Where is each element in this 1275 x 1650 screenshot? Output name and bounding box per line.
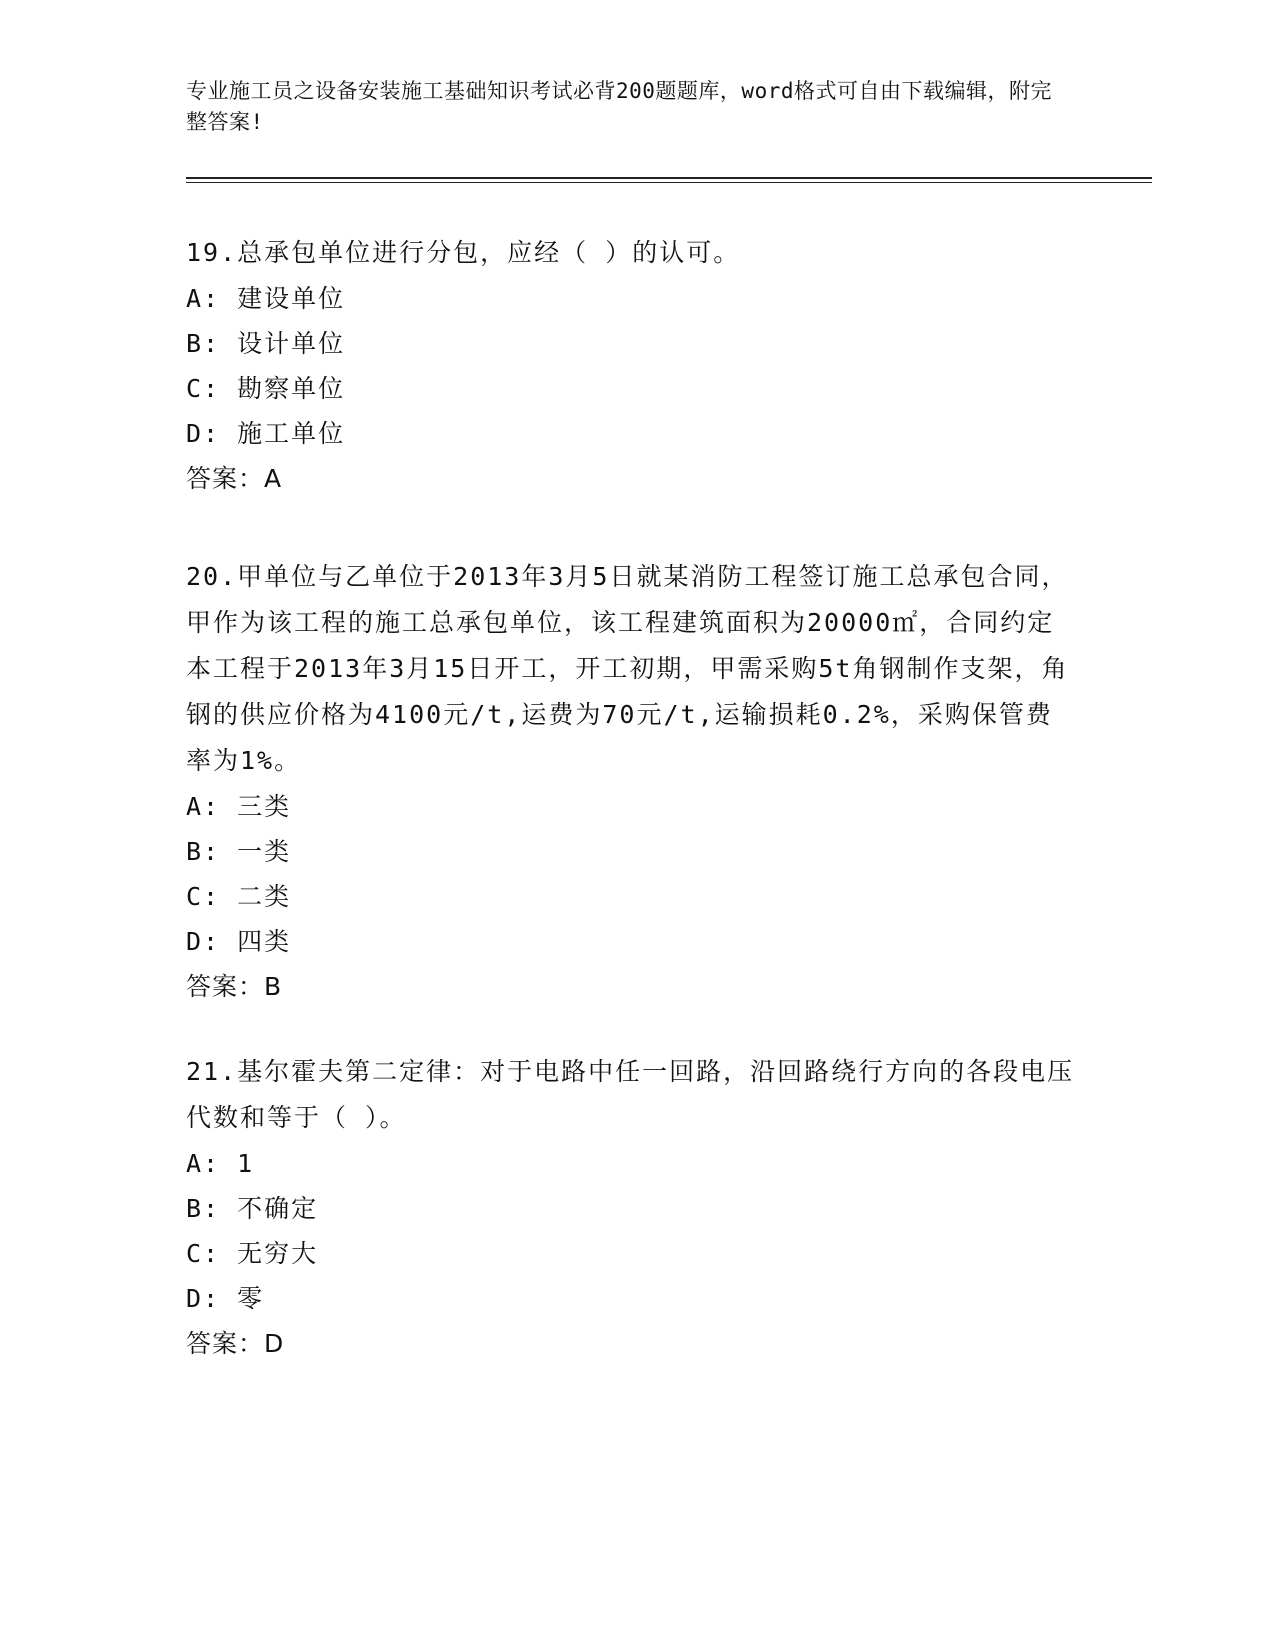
- option-d: D: 四类: [186, 927, 292, 956]
- question-stem: 19.总承包单位进行分包，应经（ ）的认可。: [186, 238, 741, 267]
- answer-line: 答案：D: [186, 1329, 285, 1358]
- option-b: B: 一类: [186, 837, 292, 866]
- question-stem: 20.甲单位与乙单位于2013年3月5日就某消防工程签订施工总承包合同，甲作为该工程的施工总承包单位，该工程建筑面积为20000㎡，合同约定本工程于2013年3月15日开工，开工初期，甲需采购5t角钢制作支架，角钢的供应价格为4100元/t,运费为70元/t,运输损耗0.2%，采购保管费率为1%。: [186, 562, 1069, 775]
- question-19: [186, 230, 1086, 501]
- document-header: 专业施工员之设备安装施工基础知识考试必背200题题库，word格式可自由下载编辑，附完整答案!: [186, 79, 1052, 134]
- question-stem: 21.基尔霍夫第二定律：对于电路中任一回路，沿回路绕行方向的各段电压代数和等于（ ）。: [186, 1057, 1075, 1132]
- option-b: B: 不确定: [186, 1194, 319, 1223]
- option-a: A: 三类: [186, 792, 292, 821]
- option-d: D: 零: [186, 1284, 265, 1313]
- option-c: C: 勘察单位: [186, 374, 346, 403]
- question-21: [186, 1049, 1086, 1366]
- option-c: C: 无穷大: [186, 1239, 319, 1268]
- question-20: [186, 554, 1086, 1009]
- option-a: A: 建设单位: [186, 284, 346, 313]
- option-d: D: 施工单位: [186, 419, 346, 448]
- option-c: C: 二类: [186, 882, 292, 911]
- option-b: B: 设计单位: [186, 329, 346, 358]
- header-rule-thin: [186, 182, 1152, 183]
- answer-line: 答案：A: [186, 464, 283, 493]
- header-rule-thick: [186, 177, 1152, 179]
- answer-line: 答案：B: [186, 972, 283, 1001]
- option-a: A: 1: [186, 1149, 255, 1178]
